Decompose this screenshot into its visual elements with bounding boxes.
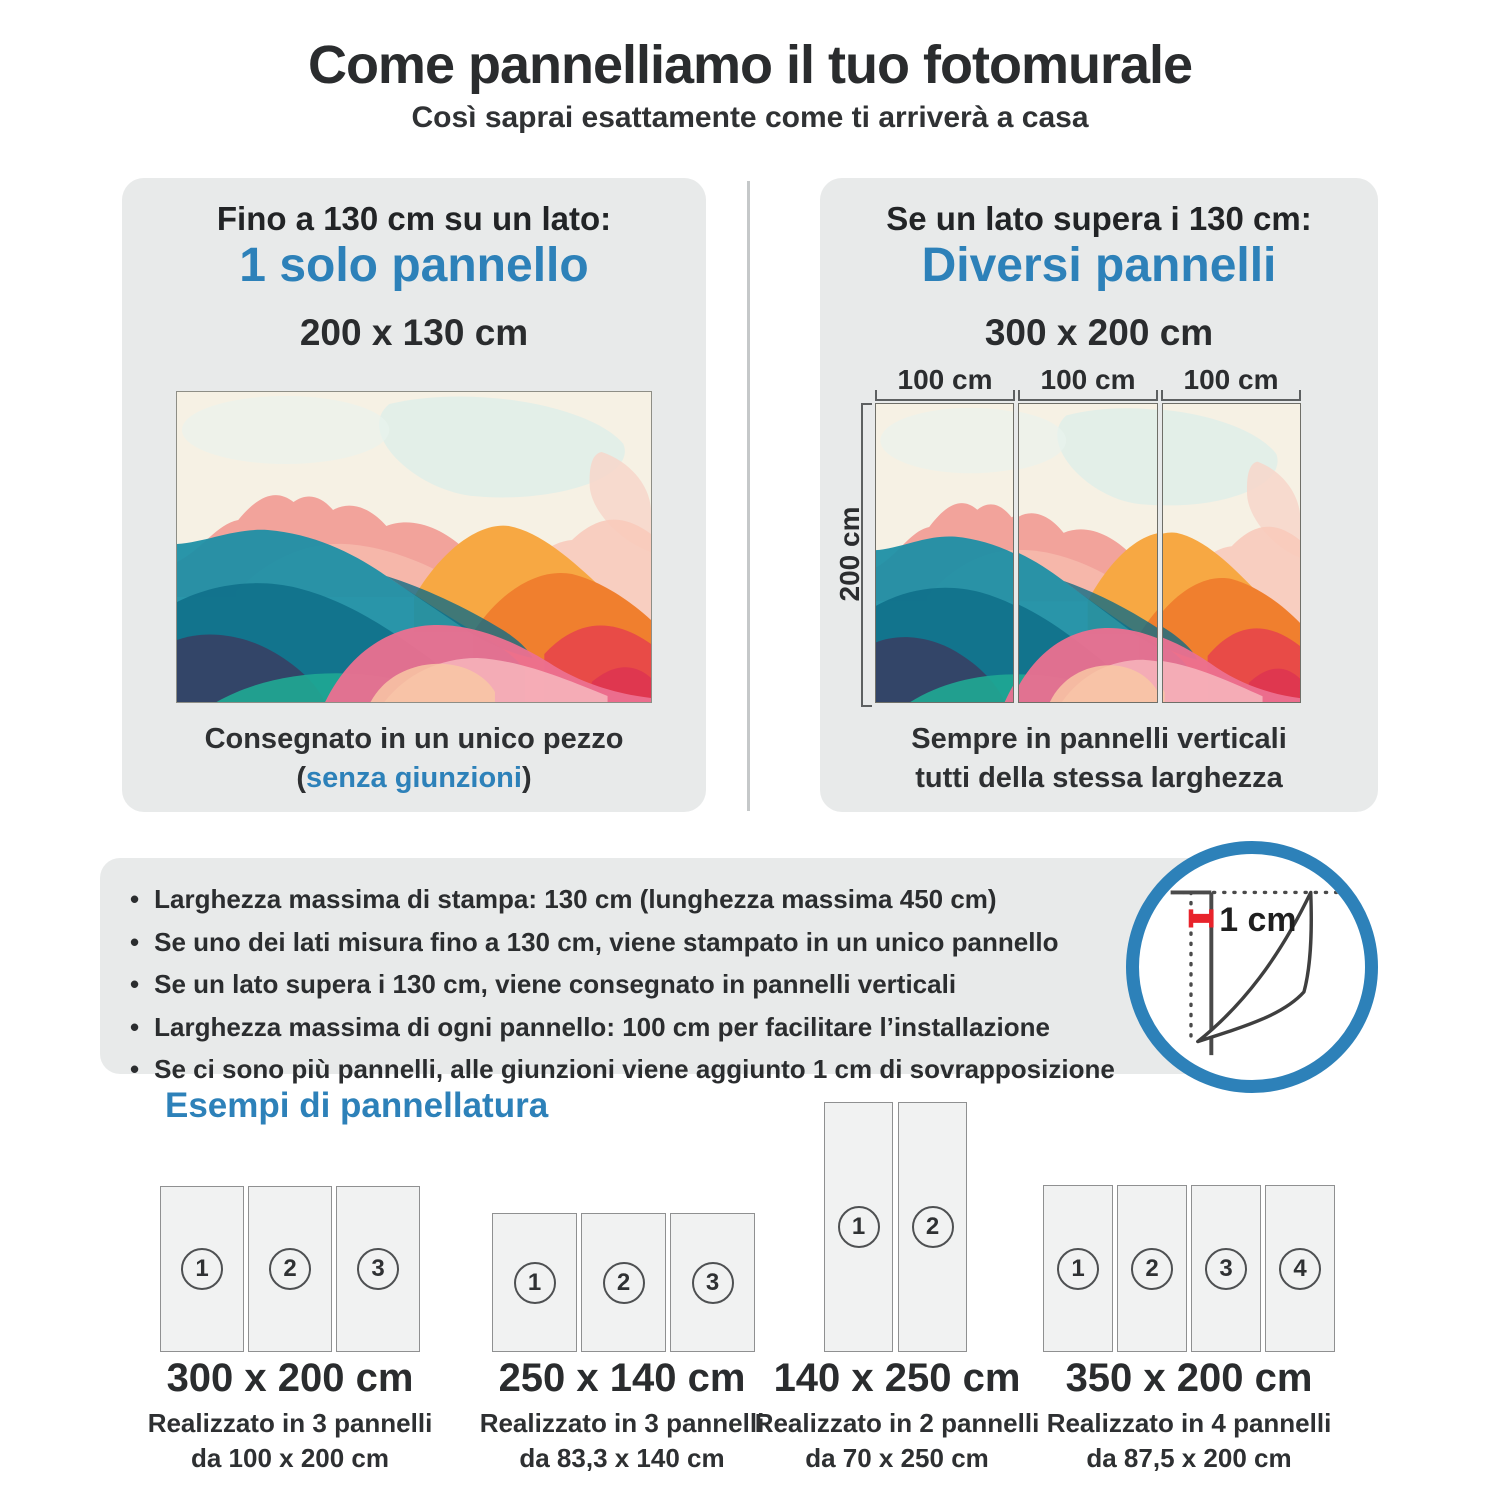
page-subtitle: Così saprai esattamente come ti arriverà a casa bbox=[411, 101, 1089, 134]
panel bbox=[336, 1186, 420, 1352]
multi-panel-card bbox=[820, 178, 1378, 812]
multi-panel-artwork bbox=[875, 403, 1301, 703]
panel-number: 2 bbox=[603, 1262, 645, 1304]
paren-close: ) bbox=[521, 762, 532, 794]
multi-panel-size: 300 x 200 cm bbox=[984, 312, 1214, 353]
watercolor-slice-3 bbox=[1163, 404, 1300, 702]
panel-number: 1 bbox=[838, 1206, 880, 1248]
example-4-line2: da 87,5 x 200 cm bbox=[1086, 1443, 1292, 1473]
panel bbox=[1043, 1185, 1113, 1352]
rule-item: • Se un lato supera i 130 cm, viene consegnato in pannelli verticali bbox=[130, 963, 1262, 1006]
divider bbox=[747, 181, 750, 811]
panel-number: 3 bbox=[357, 1248, 399, 1290]
panel-number: 2 bbox=[912, 1206, 954, 1248]
panel bbox=[581, 1213, 666, 1352]
panel-number: 2 bbox=[1131, 1248, 1173, 1290]
width-label-2: 100 cm bbox=[1040, 364, 1136, 395]
panel bbox=[824, 1102, 893, 1352]
example-1-line2: da 100 x 200 cm bbox=[190, 1443, 390, 1473]
panel-number: 1 bbox=[1057, 1248, 1099, 1290]
height-label: 200 cm bbox=[834, 506, 865, 602]
page-title: Come pannelliamo il tuo fotomurale bbox=[307, 35, 1193, 95]
artwork-panel-1 bbox=[875, 403, 1014, 703]
single-panel-card bbox=[122, 178, 706, 812]
example-1-line1: Realizzato in 3 pannelli bbox=[147, 1408, 433, 1438]
panel-number: 4 bbox=[1279, 1248, 1321, 1290]
width-label-3: 100 cm bbox=[1183, 364, 1279, 395]
caption-highlight: senza giunzioni bbox=[306, 762, 522, 794]
watercolor-slice-2 bbox=[1019, 404, 1156, 702]
rule-item: • Se uno dei lati misura fino a 130 cm, viene stampato in un unico pannello bbox=[130, 921, 1262, 964]
rule-item: • Larghezza massima di ogni pannello: 100 cm per facilitare l’installazione bbox=[130, 1006, 1262, 1049]
width-label-1: 100 cm bbox=[897, 364, 993, 395]
panel-number: 1 bbox=[514, 1262, 556, 1304]
rules-list bbox=[100, 858, 1262, 1091]
panel bbox=[248, 1186, 332, 1352]
single-panel-caption-line2 bbox=[122, 762, 706, 795]
example-4-panels bbox=[1043, 1185, 1335, 1352]
example-2-line2: da 83,3 x 140 cm bbox=[519, 1443, 725, 1473]
example-2-line1: Realizzato in 3 pannelli bbox=[479, 1408, 765, 1438]
panel-number: 2 bbox=[269, 1248, 311, 1290]
single-panel-size: 200 x 130 cm bbox=[299, 312, 529, 353]
example-3-caption bbox=[737, 1406, 1057, 1476]
panel bbox=[1117, 1185, 1187, 1352]
multi-panel-caption-line1: Sempre in pannelli verticali bbox=[911, 723, 1287, 755]
panel-number: 1 bbox=[181, 1248, 223, 1290]
panel bbox=[160, 1186, 244, 1352]
panel bbox=[1265, 1185, 1335, 1352]
artwork-panel-2 bbox=[1018, 403, 1157, 703]
single-panel-headline: 1 solo pannello bbox=[239, 239, 589, 292]
example-1-caption bbox=[130, 1406, 450, 1476]
example-2-size: 250 x 140 cm bbox=[498, 1356, 746, 1400]
panel-number: 3 bbox=[1205, 1248, 1247, 1290]
width-bracket-3 bbox=[1161, 390, 1301, 401]
example-1-panels bbox=[160, 1186, 420, 1352]
overlap-label: 1 cm bbox=[1219, 900, 1297, 939]
multi-panel-headline: Diversi pannelli bbox=[921, 239, 1277, 292]
panel bbox=[1191, 1185, 1261, 1352]
multi-panel-condition: Se un lato supera i 130 cm: bbox=[886, 200, 1312, 237]
artwork-panel-3 bbox=[1162, 403, 1301, 703]
single-panel-artwork bbox=[176, 391, 652, 703]
panel bbox=[670, 1213, 755, 1352]
rule-item: • Larghezza massima di stampa: 130 cm (lunghezza massima 450 cm) bbox=[130, 878, 1262, 921]
rules-box bbox=[100, 858, 1262, 1084]
width-bracket-2 bbox=[1018, 390, 1158, 401]
example-2-caption bbox=[462, 1406, 782, 1476]
single-panel-caption-line1: Consegnato in un unico pezzo bbox=[204, 723, 624, 755]
example-4-caption bbox=[1029, 1406, 1349, 1476]
example-3-panels bbox=[824, 1102, 967, 1352]
panel bbox=[898, 1102, 967, 1352]
paren-open: ( bbox=[296, 762, 307, 794]
overlap-1cm-icon bbox=[1126, 841, 1378, 1093]
example-2-panels bbox=[492, 1213, 755, 1352]
watercolor-image bbox=[177, 392, 651, 702]
page-curl-icon bbox=[1139, 854, 1365, 1080]
panel-number: 3 bbox=[692, 1262, 734, 1304]
single-panel-condition: Fino a 130 cm su un lato: bbox=[216, 200, 612, 237]
example-4-line1: Realizzato in 4 pannelli bbox=[1046, 1408, 1332, 1438]
example-3-size: 140 x 250 cm bbox=[773, 1356, 1021, 1400]
example-3-line1: Realizzato in 2 pannelli bbox=[754, 1408, 1040, 1438]
watercolor-slice-1 bbox=[876, 404, 1013, 702]
example-3-line2: da 70 x 250 cm bbox=[805, 1443, 989, 1473]
rule-item: • Se ci sono più pannelli, alle giunzioni viene aggiunto 1 cm di sovrapposizione bbox=[130, 1048, 1262, 1091]
width-bracket-1 bbox=[875, 390, 1015, 401]
multi-panel-caption-line2: tutti della stessa larghezza bbox=[915, 762, 1283, 794]
example-1-size: 300 x 200 cm bbox=[166, 1356, 414, 1400]
panel bbox=[492, 1213, 577, 1352]
example-4-size: 350 x 200 cm bbox=[1065, 1356, 1313, 1400]
examples-heading: Esempi di pannellatura bbox=[165, 1086, 549, 1125]
